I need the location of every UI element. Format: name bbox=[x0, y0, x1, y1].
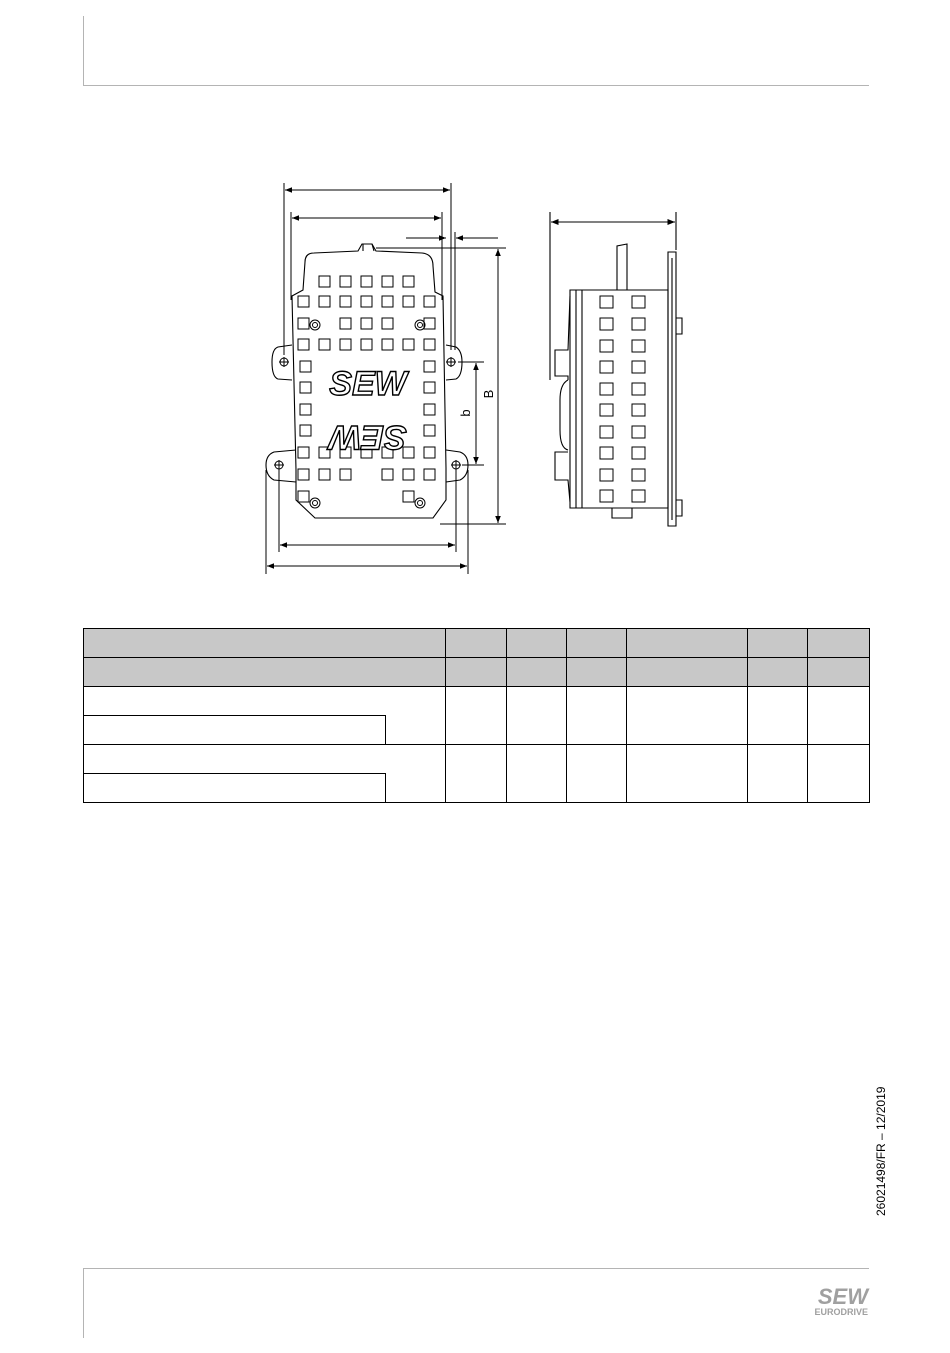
table-cell bbox=[748, 687, 808, 745]
table-cell bbox=[507, 745, 567, 803]
table-cell bbox=[567, 745, 627, 803]
table-cell bbox=[446, 687, 507, 745]
side-grid bbox=[600, 296, 645, 502]
table-subheader-row bbox=[84, 658, 870, 687]
table-header-cell bbox=[84, 658, 446, 687]
footer-left-rule bbox=[83, 1268, 84, 1338]
table-header-cell bbox=[507, 658, 567, 687]
table-cell bbox=[446, 745, 507, 803]
table-header-cell bbox=[627, 658, 748, 687]
table-cell bbox=[627, 745, 748, 803]
table-cell-model bbox=[84, 687, 446, 745]
table-cell bbox=[627, 687, 748, 745]
table-header-cell bbox=[567, 658, 627, 687]
table-header-row bbox=[84, 629, 870, 658]
document-id: 26021498/FR – 12/2019 bbox=[874, 1086, 888, 1216]
table-cell bbox=[507, 687, 567, 745]
table-header-cell bbox=[627, 629, 748, 658]
table-header-cell bbox=[446, 658, 507, 687]
logo-embossed-front: SEW bbox=[329, 365, 407, 403]
side-view bbox=[550, 212, 682, 526]
footer-rule bbox=[83, 1268, 869, 1269]
table-header-cell bbox=[748, 658, 808, 687]
dimension-label-B: B bbox=[481, 389, 496, 399]
table-header-cell bbox=[507, 629, 567, 658]
dimension-drawing bbox=[0, 0, 950, 620]
table-cell bbox=[808, 687, 870, 745]
table-cell bbox=[748, 745, 808, 803]
table-cell-model bbox=[84, 745, 446, 803]
table-header-cell bbox=[808, 629, 870, 658]
table-cell bbox=[808, 745, 870, 803]
logo-embossed-back: SEW bbox=[329, 418, 407, 456]
table-cell bbox=[567, 687, 627, 745]
table-header-cell bbox=[748, 629, 808, 658]
logo-main-text: SEW bbox=[817, 1284, 868, 1309]
table-header-cell bbox=[446, 629, 507, 658]
table-header-cell bbox=[84, 629, 446, 658]
dimension-table bbox=[83, 628, 870, 803]
table-row bbox=[84, 687, 870, 745]
sew-eurodrive-logo bbox=[790, 1284, 870, 1318]
table-header-cell bbox=[808, 658, 870, 687]
table-row bbox=[84, 745, 870, 803]
table-header-cell bbox=[567, 629, 627, 658]
logo-sub-text: EURODRIVE bbox=[814, 1307, 868, 1317]
dimension-label-b: b bbox=[458, 409, 473, 417]
